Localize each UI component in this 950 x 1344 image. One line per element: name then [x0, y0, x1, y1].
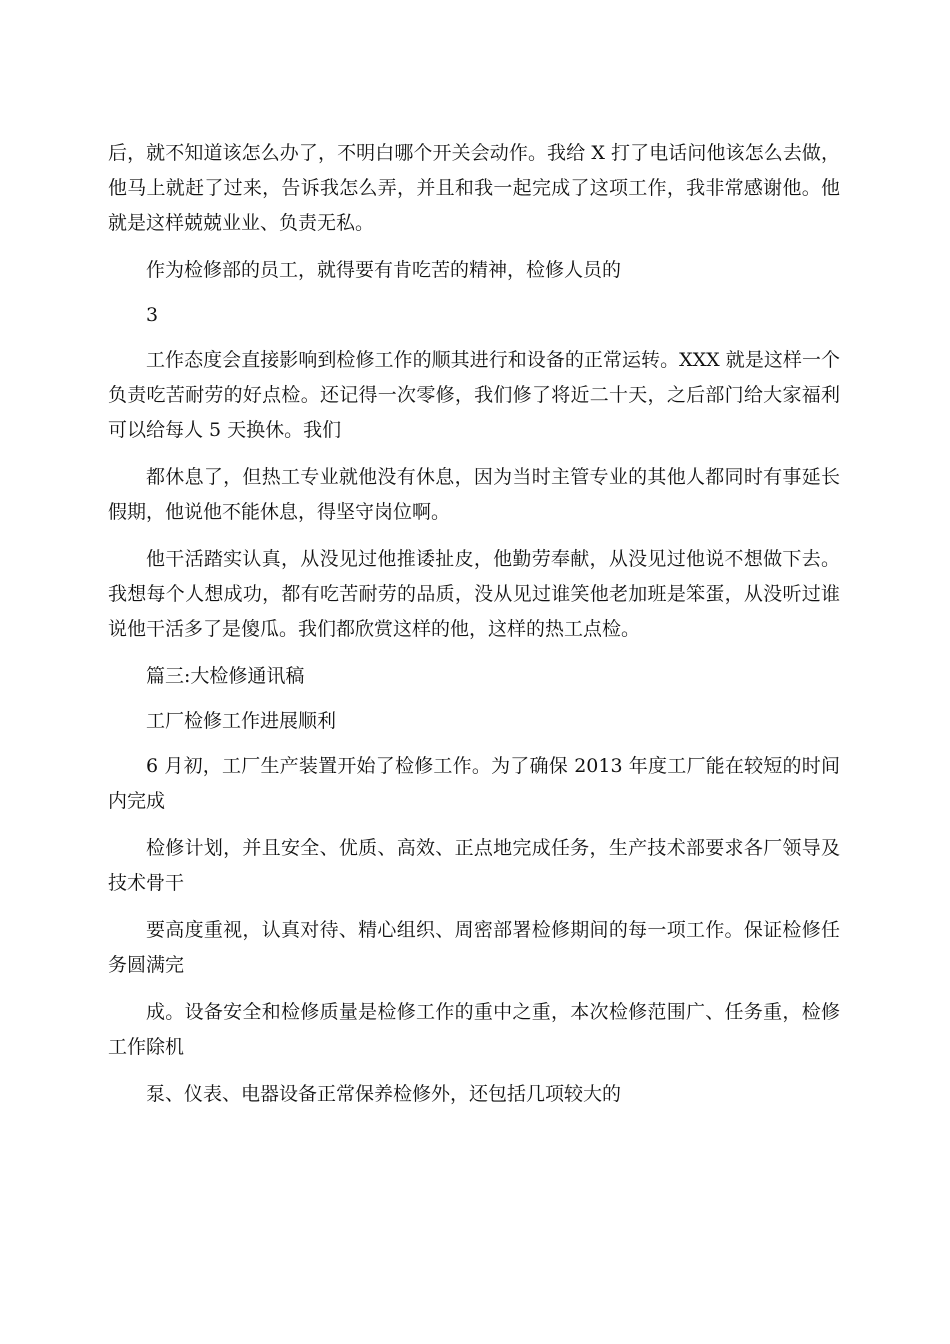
document-body	[108, 136, 840, 1124]
paragraph: 6 月初，工厂生产装置开始了检修工作。为了确保 2013 年度工厂能在较短的时间内完成	[108, 755, 840, 812]
paragraph: 作为检修部的员工，就得要有肯吃苦的精神，检修人员的	[146, 259, 622, 281]
paragraph: 成。设备安全和检修质量是检修工作的重中之重，本次检修范围广、任务重，检修工作除机	[108, 1001, 840, 1058]
page-number: 3	[146, 304, 159, 326]
paragraph: 检修计划，并且安全、优质、高效、正点地完成任务，生产技术部要求各厂领导及技术骨干	[108, 837, 840, 894]
paragraph: 他干活踏实认真，从没见过他推诿扯皮，他勤劳奉献，从没见过他说不想做下去。我想每个人想成功，都有吃苦耐劳的品质，没从见过谁笑他老加班是笨蛋，从没听过谁说他干活多了是傻瓜。我们都欣赏这样的他，这样的热工点检。	[108, 548, 840, 640]
paragraph-continued: 后，就不知道该怎么办了，不明白哪个开关会动作。我给 X 打了电话问他该怎么去做，他马上就赶了过来，告诉我怎么弄，并且和我一起完成了这项工作，我非常感谢他。他就是这样兢兢业业、负责无私。	[108, 142, 840, 234]
paragraph: 都休息了，但热工专业就他没有休息，因为当时主管专业的其他人都同时有事延长假期，他说他不能休息，得坚守岗位啊。	[108, 466, 840, 523]
paragraph: 泵、仪表、电器设备正常保养检修外，还包括几项较大的	[146, 1083, 622, 1105]
paragraph: 要高度重视，认真对待、精心组织、周密部署检修期间的每一项工作。保证检修任务圆满完	[108, 919, 840, 976]
article-title: 工厂检修工作进展顺利	[146, 710, 337, 732]
section-heading: 篇三:大检修通讯稿	[146, 665, 305, 687]
paragraph: 工作态度会直接影响到检修工作的顺其进行和设备的正常运转。XXX 就是这样一个负责吃苦耐劳的好点检。还记得一次零修，我们修了将近二十天，之后部门给大家福利可以给每人 5 天换休。我们	[108, 349, 840, 441]
